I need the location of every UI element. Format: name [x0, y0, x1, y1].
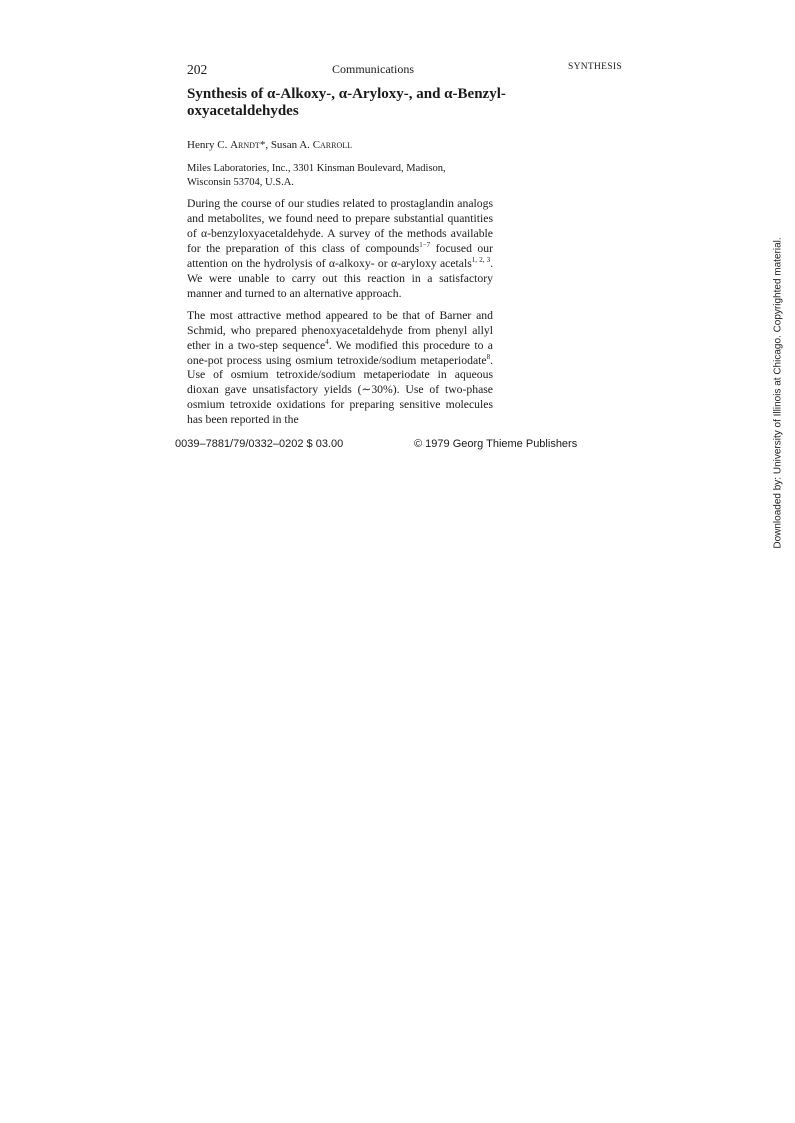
- copyright-notice: © 1979 Georg Thieme Publishers: [414, 438, 578, 450]
- citation-superscript: 1−7: [419, 240, 431, 249]
- issn-price: 0039–7881/79/0332–0202 $ 03.00: [175, 438, 344, 450]
- paragraph-text: focused our attention on the hydrolysis of α-alkoxy- or α-aryloxy acetals: [187, 241, 493, 270]
- citation-superscript: 8: [486, 352, 491, 361]
- author-line: [187, 139, 352, 151]
- paragraph-text: . We modified this procedure to a one-pot process using osmium tetroxide/sodium metaperiodate: [187, 338, 493, 367]
- section-name: Communications: [332, 62, 414, 76]
- paragraph-text: . Use of osmium tetroxide/sodium metaperiodate in aqueous dioxan gave unsatisfactory yields (∼30%). Use of two-phase osmium tetroxide oxidations for preparing sensitive molecules has been reported in the: [187, 353, 493, 427]
- citation-superscript: 1, 2, 3: [471, 255, 491, 264]
- paragraph-text: During the course of our studies related to prostaglandin analogs and metabolites, we found need to prepare substantial quantities of α-benzyloxyacetaldehyde. A survey of the methods available for the preparation of this class of compounds: [187, 197, 493, 255]
- paragraph: [187, 309, 493, 429]
- article-title: Synthesis of α-Alkoxy-, α-Aryloxy-, and α-Benzyl-oxyacetaldehydes: [187, 86, 506, 119]
- author-separator: ,: [265, 139, 271, 151]
- page-number: 202: [187, 62, 208, 77]
- author-last-name: Carroll: [312, 139, 353, 151]
- corresponding-author-mark: *: [259, 139, 266, 151]
- paragraph-text: The most attractive method appeared to be that of Barner and Schmid, who prepared phenoxyacetaldehyde from phenyl allyl ether in a two-step sequence: [187, 308, 493, 352]
- author-first-name: Henry C.: [187, 139, 228, 151]
- author-last-name: Arndt: [230, 139, 260, 151]
- author-first-name: Susan A.: [270, 139, 310, 151]
- download-watermark-text: Downloaded by: University of Illinois at Chicago. Copyrighted material.: [772, 237, 784, 549]
- paragraph-text: . We were unable to carry out this reaction in a satisfactory manner and turned to an alternative approach.: [187, 256, 494, 300]
- author-affiliation: Miles Laboratories, Inc., 3301 Kinsman Boulevard, Madison, Wisconsin 53704, U.S.A.: [187, 163, 446, 188]
- journal-name: SYNTHESIS: [568, 62, 622, 72]
- body-text: [187, 197, 493, 435]
- citation-superscript: 4: [325, 337, 329, 346]
- paragraph: [187, 197, 493, 302]
